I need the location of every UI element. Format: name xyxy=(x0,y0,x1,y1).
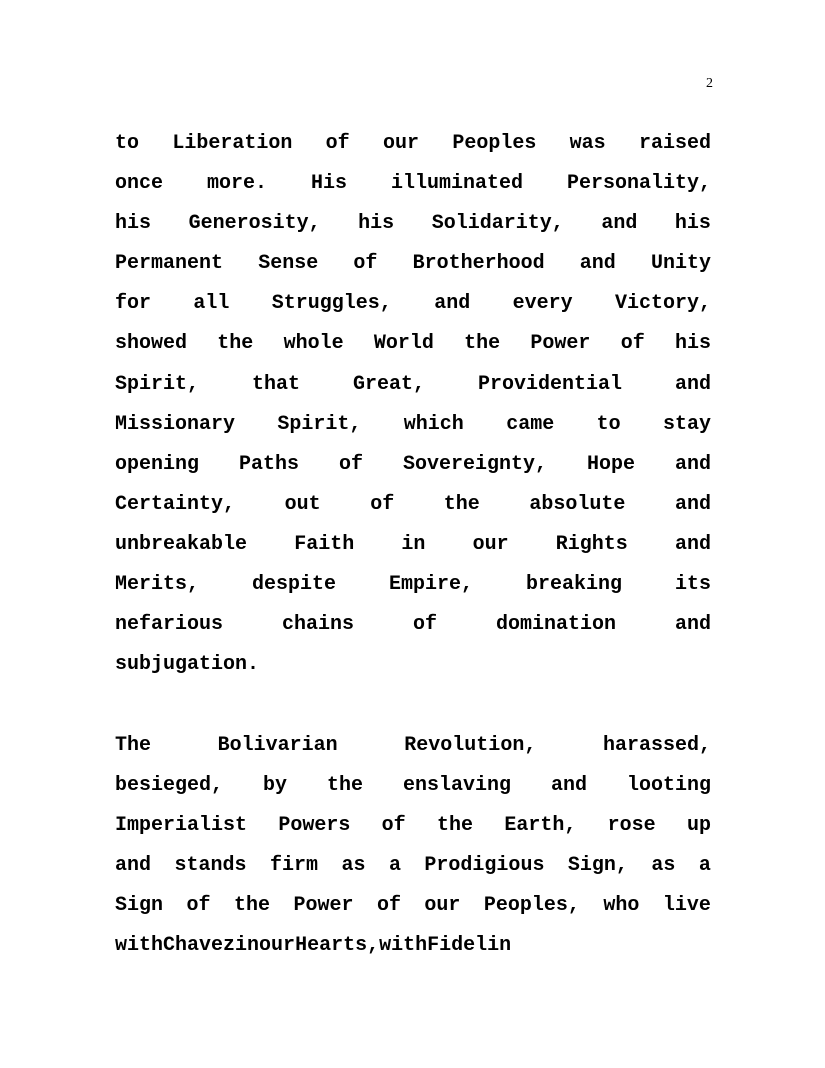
text-line xyxy=(115,766,711,806)
text-line xyxy=(115,405,711,445)
word: of xyxy=(186,894,211,918)
word: came xyxy=(506,412,555,436)
word: Sign, xyxy=(567,854,628,878)
word: the xyxy=(464,332,501,356)
word: in xyxy=(487,934,512,958)
word: by xyxy=(263,774,288,798)
word: that xyxy=(251,372,300,396)
word: Generosity, xyxy=(188,212,321,236)
word: every xyxy=(512,292,573,316)
word: Sense xyxy=(258,252,319,276)
word: and xyxy=(550,774,587,798)
word: whole xyxy=(283,332,344,356)
word: was xyxy=(569,132,606,155)
word: Rights xyxy=(555,532,628,556)
text-line xyxy=(115,445,711,485)
word: which xyxy=(403,412,464,436)
word: with xyxy=(379,934,428,958)
word: Liberation xyxy=(172,132,293,155)
word: our xyxy=(383,132,420,155)
word: of xyxy=(412,613,437,637)
word: subjugation. xyxy=(115,653,260,677)
text-line xyxy=(115,124,711,164)
word: Spirit, xyxy=(277,412,362,436)
word: Victory, xyxy=(614,292,711,316)
word: rose xyxy=(607,814,656,838)
word: once xyxy=(115,172,164,196)
text-line xyxy=(115,726,711,766)
word: the xyxy=(217,332,254,356)
word: more. xyxy=(206,172,267,196)
word: Fidel xyxy=(427,934,488,958)
word: Powers xyxy=(278,814,351,838)
text-line xyxy=(115,365,711,405)
word: Revolution, xyxy=(404,734,537,757)
word: stay xyxy=(662,412,711,436)
word: for xyxy=(115,292,152,316)
word: opening xyxy=(115,452,200,476)
word: his xyxy=(674,332,711,356)
word: of xyxy=(381,814,406,838)
word: and xyxy=(601,212,638,236)
word: and xyxy=(115,854,152,878)
word: in xyxy=(235,934,260,958)
word: the xyxy=(437,814,474,838)
word: his xyxy=(115,212,152,236)
word: Imperialist xyxy=(115,814,248,838)
word: out xyxy=(284,492,321,516)
text-line xyxy=(115,324,711,364)
word: his xyxy=(358,212,395,236)
word: Hope xyxy=(586,452,635,476)
word: stands xyxy=(174,854,247,878)
word: firm xyxy=(269,854,318,878)
word: our xyxy=(472,532,509,556)
text-line xyxy=(115,284,711,324)
text-line xyxy=(115,485,711,525)
word: domination xyxy=(495,613,616,637)
word: despite xyxy=(251,573,336,597)
word: live xyxy=(662,894,711,918)
word: absolute xyxy=(529,492,626,516)
word: Missionary xyxy=(115,412,236,436)
word: Unity xyxy=(650,252,711,276)
paragraph-2 xyxy=(115,726,711,967)
word: as xyxy=(651,854,676,878)
word: Empire, xyxy=(388,573,473,597)
word: showed xyxy=(115,332,188,356)
word: Great, xyxy=(352,372,425,396)
word: of xyxy=(620,332,645,356)
word: Certainty, xyxy=(115,492,236,516)
word: and xyxy=(674,372,711,396)
word: Struggles, xyxy=(271,292,392,316)
page-number: 2 xyxy=(706,76,713,91)
word: and xyxy=(579,252,616,276)
word: a xyxy=(698,854,711,878)
word: the xyxy=(233,894,270,918)
word: to xyxy=(596,412,621,436)
word: who xyxy=(603,894,640,918)
word: Solidarity, xyxy=(431,212,564,236)
word: Permanent xyxy=(115,252,224,276)
text-line xyxy=(115,605,711,645)
word: of xyxy=(338,452,363,476)
word: Spirit, xyxy=(115,372,200,396)
word: Personality, xyxy=(566,172,711,196)
word: Sovereignty, xyxy=(402,452,547,476)
word: enslaving xyxy=(402,774,511,798)
text-line xyxy=(115,525,711,565)
word: illuminated xyxy=(390,172,523,196)
word: looting xyxy=(626,774,711,798)
paragraph-1 xyxy=(115,124,711,685)
word: Paths xyxy=(238,452,299,476)
text-line xyxy=(115,886,711,926)
text-line xyxy=(115,244,711,284)
word: His xyxy=(310,172,347,196)
word: besieged, xyxy=(115,774,224,798)
word: Providential xyxy=(477,372,622,396)
text-line xyxy=(115,565,711,605)
word: our xyxy=(424,894,461,918)
word: Peoples, xyxy=(483,894,580,918)
text-line xyxy=(115,204,711,244)
word: unbreakable xyxy=(115,532,248,556)
word: Merits, xyxy=(115,573,200,597)
word: with xyxy=(115,934,164,958)
word: to xyxy=(115,132,140,155)
word: the xyxy=(443,492,480,516)
word: raised xyxy=(638,132,711,155)
word: as xyxy=(341,854,366,878)
word: harassed, xyxy=(602,734,711,757)
word: and xyxy=(434,292,471,316)
text-line xyxy=(115,806,711,846)
word: his xyxy=(674,212,711,236)
word: nefarious xyxy=(115,613,224,637)
word: all xyxy=(193,292,230,316)
text-line xyxy=(115,164,711,204)
word: its xyxy=(674,573,711,597)
text-line xyxy=(115,645,711,685)
word: of xyxy=(353,252,378,276)
word: of xyxy=(325,132,350,155)
word: Power xyxy=(293,894,354,918)
word: up xyxy=(686,814,711,838)
text-line xyxy=(115,846,711,886)
word: World xyxy=(373,332,434,356)
word: The xyxy=(115,734,152,757)
word: Peoples xyxy=(452,132,537,155)
word: Power xyxy=(530,332,591,356)
word: a xyxy=(388,854,401,878)
word: Brotherhood xyxy=(412,252,545,276)
word: and xyxy=(674,452,711,476)
word: chains xyxy=(282,613,355,637)
word: Earth, xyxy=(504,814,577,838)
word: Hearts, xyxy=(295,934,380,958)
word: Bolivarian xyxy=(217,734,338,757)
word: and xyxy=(674,613,711,637)
word: in xyxy=(401,532,426,556)
word: and xyxy=(674,492,711,516)
text-line xyxy=(115,926,711,966)
word: Faith xyxy=(294,532,355,556)
word: and xyxy=(674,532,711,556)
word: of xyxy=(370,492,395,516)
word: Prodigious xyxy=(424,854,545,878)
word: Sign xyxy=(115,894,164,918)
word: breaking xyxy=(525,573,622,597)
word: Chavez xyxy=(163,934,236,958)
word: the xyxy=(326,774,363,798)
word: our xyxy=(259,934,296,958)
word: of xyxy=(376,894,401,918)
